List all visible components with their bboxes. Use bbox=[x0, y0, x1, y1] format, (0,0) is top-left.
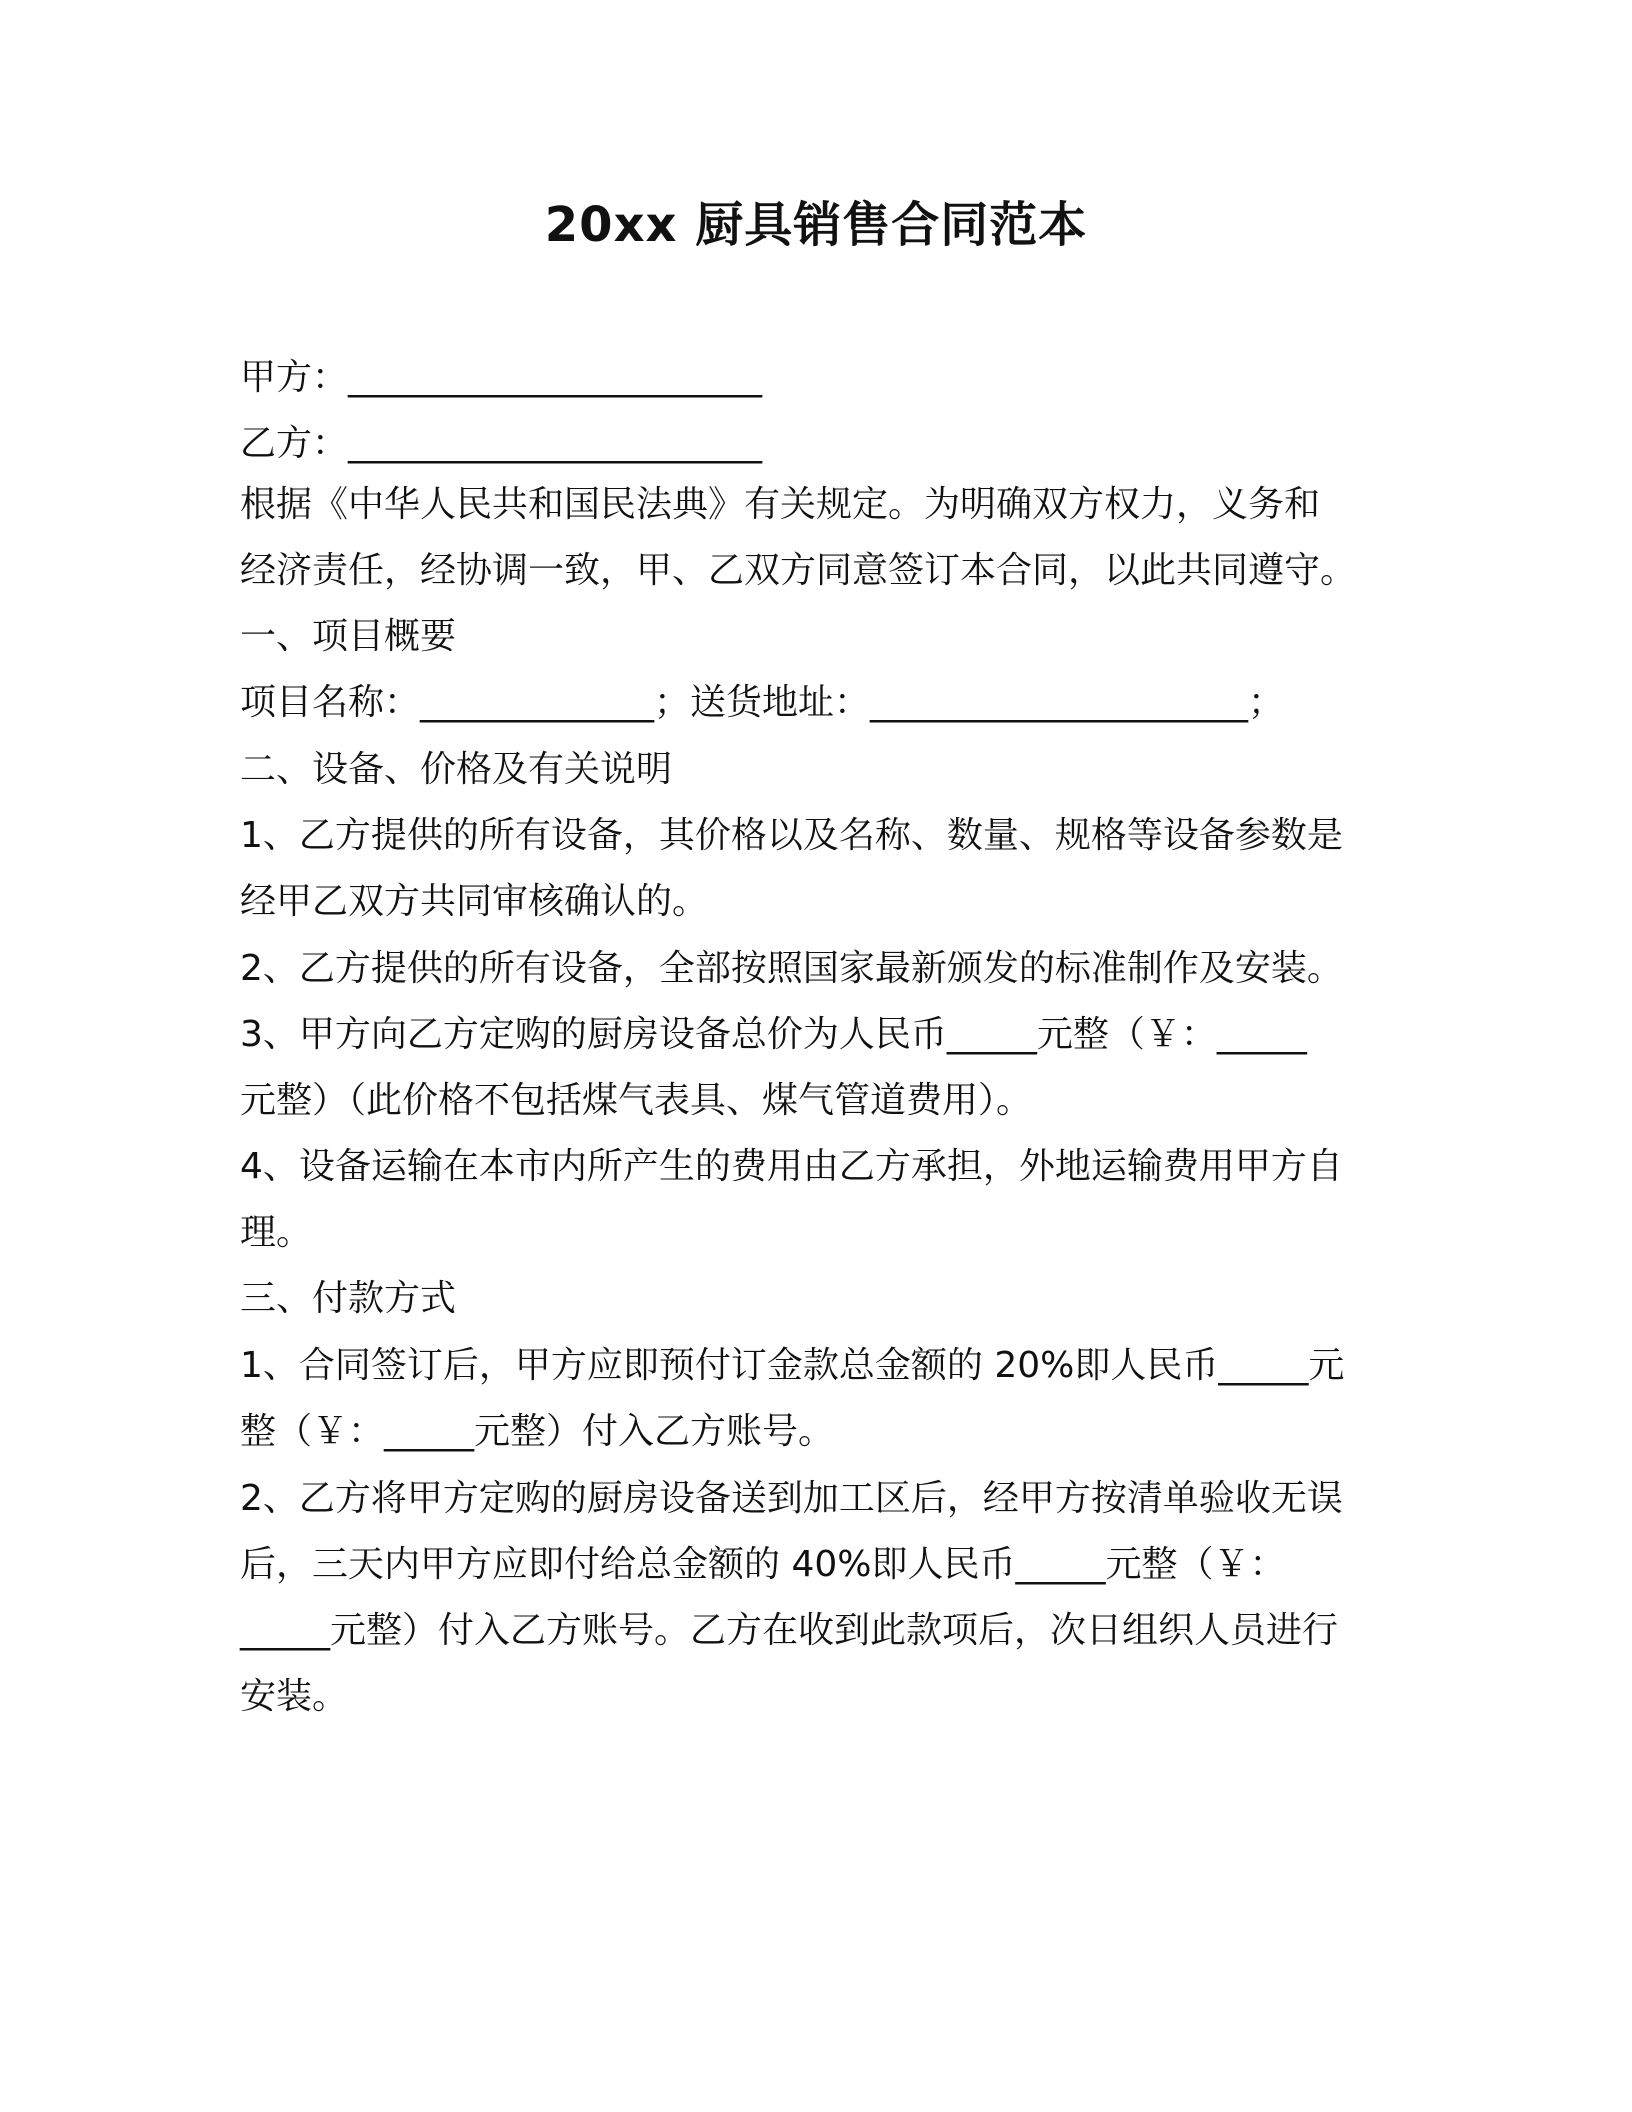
clause-2-1-line-1: 1、乙方提供的所有设备，其价格以及名称、数量、规格等设备参数是 bbox=[240, 815, 1343, 856]
section-heading-1: 一、项目概要 bbox=[240, 616, 457, 657]
party-a-line: 甲方：_______________________ bbox=[240, 357, 763, 398]
clause-2-1-line-2: 经甲乙双方共同审核确认的。 bbox=[240, 881, 709, 922]
clause-3-1-line-1: 1、合同签订后，甲方应即预付订金款总金额的 20%即人民币_____元 bbox=[240, 1345, 1345, 1386]
party-b-line: 乙方：_______________________ bbox=[240, 423, 763, 464]
section-heading-3: 三、付款方式 bbox=[240, 1278, 457, 1319]
document-title: 20xx 厨具销售合同范本 bbox=[544, 197, 1088, 253]
section-heading-2: 二、设备、价格及有关说明 bbox=[240, 749, 673, 790]
project-info-line: 项目名称：_____________；送货地址：_____________________； bbox=[240, 682, 1285, 723]
clause-2-3-line-2: 元整）（此价格不包括煤气表具、煤气管道费用）。 bbox=[240, 1080, 1033, 1121]
clause-3-2-line-1: 2、乙方将甲方定购的厨房设备送到加工区后，经甲方按清单验收无误 bbox=[240, 1478, 1343, 1519]
clause-2-3-line-1: 3、甲方向乙方定购的厨房设备总价为人民币_____元整（￥：_____ bbox=[240, 1014, 1307, 1055]
clause-3-1-line-2: 整（￥：_____元整）付入乙方账号。 bbox=[240, 1411, 835, 1452]
clause-3-2-line-3: _____元整）付入乙方账号。乙方在收到此款项后，次日组织人员进行 bbox=[240, 1610, 1339, 1651]
clause-2-4-line-1: 4、设备运输在本市内所产生的费用由乙方承担，外地运输费用甲方自 bbox=[240, 1146, 1343, 1187]
preamble-line-2: 经济责任，经协调一致，甲、乙双方同意签订本合同，以此共同遵守。 bbox=[240, 550, 1357, 591]
clause-2-2-line-1: 2、乙方提供的所有设备，全部按照国家最新颁发的标准制作及安装。 bbox=[240, 948, 1343, 989]
clause-3-2-line-4: 安装。 bbox=[240, 1676, 349, 1717]
clause-3-2-line-2: 后，三天内甲方应即付给总金额的 40%即人民币_____元整（￥： bbox=[240, 1544, 1286, 1585]
clause-2-4-line-2: 理。 bbox=[240, 1212, 313, 1253]
preamble-line-1: 根据《中华人民共和国民法典》有关规定。为明确双方权力，义务和 bbox=[240, 484, 1321, 525]
